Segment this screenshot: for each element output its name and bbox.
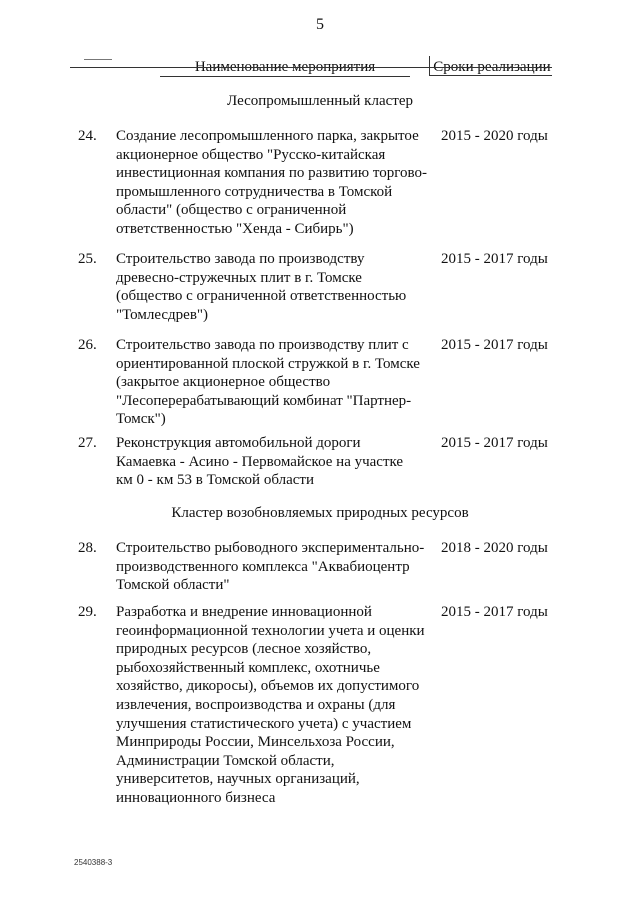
row-term: 2015 - 2017 годы (441, 604, 548, 620)
row-number: 28. (78, 540, 97, 556)
row-description (116, 336, 436, 429)
row-number: 24. (78, 128, 97, 144)
row-description-line: извлечения, воспроизводства и охраны (для (116, 696, 396, 713)
row-description-line: (закрытое акционерное общество (116, 374, 331, 391)
row-description-line: Создание лесопромышленного парка, закрытое (116, 128, 419, 144)
row-description-line: "Лесоперерабатывающий комбинат "Партнер- (116, 392, 412, 409)
row-description-line: "Томлесдрев") (116, 306, 209, 323)
row-description-line: Минприроды России, Минсельхоза России, (116, 734, 395, 751)
header-rule-short (84, 59, 112, 60)
row-description-line: инвестиционная компания по развитию торгово- (116, 165, 427, 182)
row-description-line: Томск") (116, 411, 166, 428)
row-term: 2015 - 2017 годы (441, 251, 548, 267)
row-description (116, 127, 436, 239)
row-description-line: геоинформационной технологии учета и оценки (116, 622, 425, 639)
column-header-terms: Сроки реализации (433, 59, 551, 75)
row-description-line: инновационного бизнеса (116, 789, 276, 806)
row-description-line: Камаевка - Асино - Первомайское на участке (116, 453, 404, 470)
column-header-name: Наименование мероприятия (160, 58, 410, 77)
row-description-line: ориентированной плоской стружкой в г. Томске (116, 355, 420, 372)
row-description-line: Строительство рыбоводного экспериментально- (116, 540, 425, 556)
row-number: 29. (78, 604, 97, 620)
header-rule (70, 67, 552, 68)
row-description-line: рыбохозяйственный комплекс, охотничье (116, 659, 380, 676)
row-number: 26. (78, 337, 97, 353)
row-description-line: древесно-стружечных плит в г. Томске (116, 269, 362, 286)
row-description-line: Строительство завода по производству (116, 251, 365, 267)
section-title: Кластер возобновляемых природных ресурсов (171, 505, 469, 521)
row-term: 2015 - 2017 годы (441, 337, 548, 353)
row-description (116, 603, 436, 808)
document-code: 2540388-3 (74, 858, 113, 867)
row-number: 27. (78, 435, 97, 451)
row-description-line: университетов, научных организаций, (116, 771, 360, 788)
row-description-line: Томской области" (116, 577, 230, 594)
row-term: 2015 - 2017 годы (441, 435, 548, 451)
row-description (116, 434, 436, 490)
section-title: Лесопромышленный кластер (227, 93, 413, 109)
row-description-line: Администрации Томской области, (116, 752, 335, 769)
row-description-line: (общество с ограниченной ответственностью (116, 288, 407, 305)
row-description-line: природных ресурсов (лесное хозяйство, (116, 641, 372, 658)
row-description-line: промышленного сотрудничества в Томской (116, 183, 393, 200)
row-description-line: ответственностью "Хенда - Сибирь") (116, 220, 354, 237)
row-description-line: Разработка и внедрение инновационной (116, 604, 372, 620)
column-divider (429, 56, 430, 76)
row-description-line: Строительство завода по производству плит с (116, 337, 409, 353)
column-header-underline (429, 75, 552, 76)
row-description-line: производственного комплекса "Аквабиоцентр (116, 558, 410, 575)
page-number: 5 (316, 16, 324, 33)
row-description-line: хозяйство, дикоросы), объемов их допустимого (116, 678, 420, 695)
row-term: 2018 - 2020 годы (441, 540, 548, 556)
row-description-line: км 0 - км 53 в Томской области (116, 472, 314, 489)
row-term: 2015 - 2020 годы (441, 128, 548, 144)
row-description-line: Реконструкция автомобильной дороги (116, 435, 361, 451)
row-description (116, 539, 436, 595)
row-description-line: акционерное общество "Русско-китайская (116, 146, 386, 163)
row-description-line: области" (общество с ограниченной (116, 202, 347, 219)
row-number: 25. (78, 251, 97, 267)
row-description-line: улучшения статистического учета) с участием (116, 715, 412, 732)
row-description (116, 250, 436, 324)
